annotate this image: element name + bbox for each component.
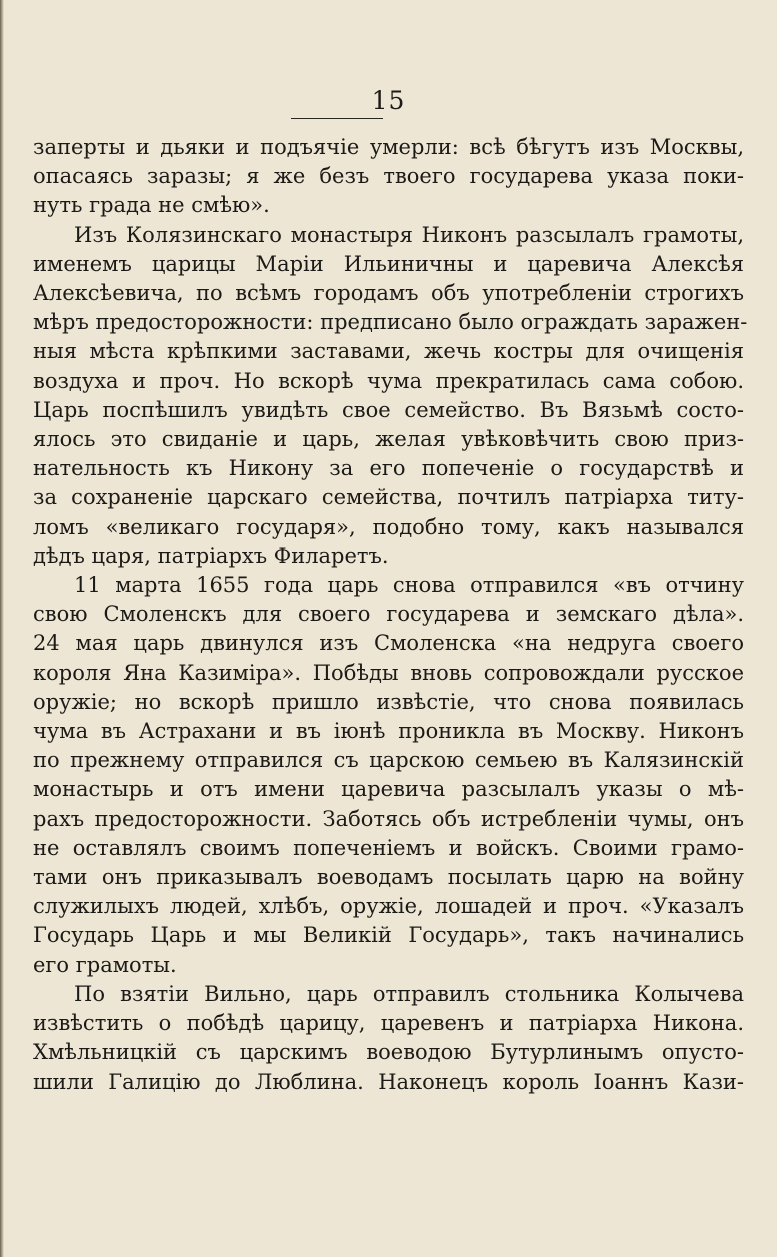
text-line: По взятіи Вильно, царь отправилъ стольника Колычева — [74, 981, 744, 1006]
text-line: не оставлялъ своимъ попеченіемъ и войскъ. Своими грамо- — [33, 835, 744, 860]
text-line: именемъ царицы Маріи Ильиничны и царевича Алексѣя — [33, 251, 744, 276]
text-line: воздуха и проч. Но вскорѣ чума прекратилась сама собою. — [33, 368, 744, 393]
paragraph — [33, 221, 748, 571]
text-line: монастырь и отъ имени царевича разсылалъ указы о мѣ- — [33, 777, 744, 802]
text-line: тами онъ приказывалъ воеводамъ посылать царю на войну — [33, 865, 744, 890]
paragraph — [33, 571, 744, 980]
header-rule — [291, 118, 383, 119]
text-line: нательность къ Никону за его попеченіе о государствѣ и — [33, 456, 744, 481]
text-line: ныя мѣста крѣпкими заставами, жечь костры для очищенія — [33, 339, 744, 364]
text-line: ломъ «великаго государя», подобно тому, какъ назывался — [33, 514, 744, 539]
text-line: заперты и дьяки и подъячіе умерли: всѣ бѣгутъ изъ Москвы, — [33, 135, 744, 159]
text-line: его грамоты. — [33, 952, 177, 977]
text-line: извѣстить о побѣдѣ царицу, царевенъ и патріарха Никона. — [33, 1011, 744, 1036]
text-line: Алексѣевича, по всѣмъ городамъ объ употребленіи строгихъ — [33, 281, 744, 306]
text-line: служилыхъ людей, хлѣбъ, оружіе, лошадей и проч. «Указалъ — [33, 894, 744, 919]
body-text — [33, 133, 748, 1097]
text-line: чума въ Астрахани и въ іюнѣ проникла въ Москву. Никонъ — [33, 719, 744, 744]
text-line: шили Галицію до Люблина. Наконецъ король Іоаннъ Кази- — [33, 1069, 744, 1094]
text-line: мѣръ предосторожности: предписано было ограждать заражен- — [33, 310, 748, 335]
page-number: 15 — [371, 86, 406, 115]
text-line: свою Смоленскъ для своего государева и земскаго дѣла». — [33, 602, 744, 627]
text-line: рахъ предосторожности. Заботясь объ истребленіи чумы, онъ — [33, 806, 744, 831]
text-line: оружіе; но вскорѣ пришло извѣстіе, что снова появилась — [33, 689, 744, 714]
text-line: ялось это свиданіе и царь, желая увѣковѣчить свою приз- — [33, 427, 744, 452]
text-line: 11 марта 1655 года царь снова отправился «въ отчину — [74, 573, 744, 598]
text-line: 24 мая царь двинулся изъ Смоленска «на недруга своего — [33, 631, 744, 656]
text-line: по прежнему отправился съ царскою семьею въ Калязинскій — [33, 748, 744, 773]
text-line: опасаясь заразы; я же безъ твоего государева указа поки- — [33, 164, 744, 189]
text-line: Государь Царь и мы Великій Государь», такъ начинались — [33, 923, 744, 948]
paragraph — [33, 133, 744, 221]
text-line: за сохраненіе царскаго семейства, почтилъ патріарха титу- — [33, 485, 744, 510]
text-line: дѣдъ царя, патріархъ Филаретъ. — [33, 543, 389, 568]
text-line: короля Яна Казиміра». Побѣды вновь сопровождали русское — [33, 660, 744, 685]
text-line: Царь поспѣшилъ увидѣть свое семейство. Въ Вязьмѣ состо- — [33, 397, 744, 422]
text-line: Хмѣльницкій съ царскимъ воеводою Бутурлинымъ опусто- — [33, 1040, 744, 1065]
page-spine-shadow — [0, 0, 4, 1257]
text-line: Изъ Колязинскаго монастыря Никонъ разсылалъ грамоты, — [74, 222, 744, 247]
text-line: нуть града не смѣю». — [33, 193, 270, 218]
paragraph — [33, 980, 744, 1097]
